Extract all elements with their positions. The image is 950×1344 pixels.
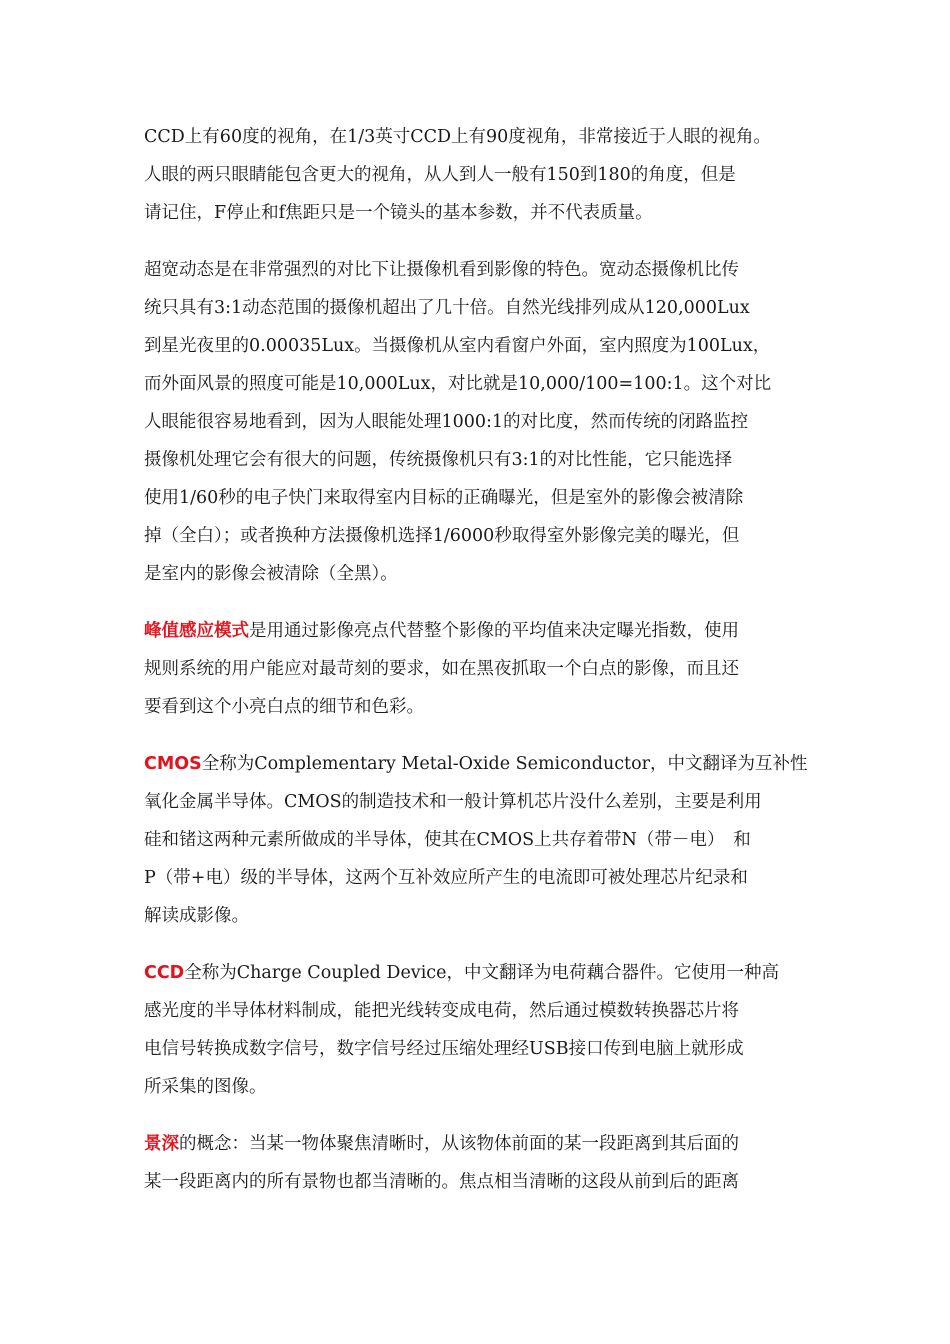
text-line: 规则系统的用户能应对最苛刻的要求，如在黑夜抓取一个白点的影像，而且还 — [144, 659, 739, 679]
text-line: 所采集的图像。 — [144, 1077, 267, 1097]
highlighted-term: 景深 — [144, 1134, 179, 1154]
text-line: 而外面风景的照度可能是10,000Lux，对比就是10,000/100=100:1。这个对比 — [144, 374, 772, 394]
text-run: 的概念：当某一物体聚焦清晰时，从该物体前面的某一段距离到其后面的 — [179, 1134, 739, 1154]
paragraph-ccd-viewing-angle — [144, 118, 834, 232]
text-line: 掉（全白）；或者换种方法摄像机选择1/6000秒取得室外影像完美的曝光，但 — [144, 526, 740, 546]
text-run: 全称为Complementary Metal-Oxide Semiconductor，中文翻译为互补性 — [201, 754, 808, 774]
text-line: 硅和锗这两种元素所做成的半导体，使其在CMOS上共存着带N（带－电） 和 — [144, 830, 751, 850]
paragraph-wide-dynamic-range — [144, 251, 834, 593]
text-line: 某一段距离内的所有景物也都当清晰的。焦点相当清晰的这段从前到后的距离 — [144, 1172, 739, 1192]
text-run: 全称为Charge Coupled Device，中文翻译为电荷藕合器件。它使用一种高 — [184, 963, 779, 983]
text-line: 感光度的半导体材料制成，能把光线转变成电荷，然后通过模数转换器芯片将 — [144, 1001, 739, 1021]
text-line: 使用1/60秒的电子快门来取得室内目标的正确曝光，但是室外的影像会被清除 — [144, 488, 744, 508]
text-line: 是室内的影像会被清除（全黑）。 — [144, 564, 398, 584]
text-line — [144, 612, 834, 650]
text-line — [144, 954, 834, 992]
text-line: P（带+电）级的半导体，这两个互补效应所产生的电流即可被处理芯片纪录和 — [144, 868, 748, 888]
text-line: 到星光夜里的0.00035Lux。当摄像机从室内看窗户外面，室内照度为100Lux， — [144, 336, 771, 356]
paragraph-peak-sensing-mode — [144, 612, 834, 726]
paragraph-cmos — [144, 745, 834, 935]
text-line — [144, 745, 834, 783]
text-line: 电信号转换成数字信号，数字信号经过压缩处理经USB接口传到电脑上就形成 — [144, 1039, 744, 1059]
text-run: 是用通过影像亮点代替整个影像的平均值来决定曝光指数，使用 — [249, 621, 739, 641]
highlighted-term: CCD — [144, 963, 185, 983]
text-line: 氧化金属半导体。CMOS的制造技术和一般计算机芯片没什么差别，主要是利用 — [144, 792, 762, 812]
highlighted-term: 峰值感应模式 — [144, 621, 249, 641]
text-line: 人眼能很容易地看到，因为人眼能处理1000:1的对比度，然而传统的闭路监控 — [144, 412, 749, 432]
text-line: CCD上有60度的视角，在1/3英寸CCD上有90度视角，非常接近于人眼的视角。 — [144, 127, 771, 147]
text-line: 统只具有3:1动态范围的摄像机超出了几十倍。自然光线排列成从120,000Lux — [144, 298, 750, 318]
document-body — [144, 118, 834, 1220]
text-line: 摄像机处理它会有很大的问题，传统摄像机只有3:1的对比性能，它只能选择 — [144, 450, 733, 470]
highlighted-term: CMOS — [144, 754, 202, 774]
text-line: 请记住，F停止和f焦距只是一个镜头的基本参数，并不代表质量。 — [144, 203, 653, 223]
text-line: 超宽动态是在非常强烈的对比下让摄像机看到影像的特色。宽动态摄像机比传 — [144, 260, 739, 280]
text-line — [144, 1125, 834, 1163]
paragraph-depth-of-field — [144, 1125, 834, 1201]
text-line: 要看到这个小亮白点的细节和色彩。 — [144, 697, 424, 717]
text-line: 解读成影像。 — [144, 906, 249, 926]
text-line: 人眼的两只眼睛能包含更大的视角，从人到人一般有150到180的角度，但是 — [144, 165, 736, 185]
paragraph-ccd — [144, 954, 834, 1106]
